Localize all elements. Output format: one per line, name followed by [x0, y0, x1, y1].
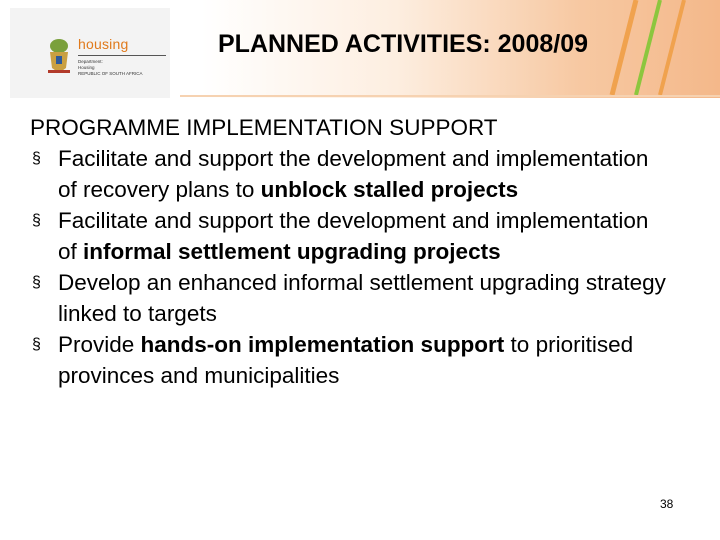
logo-wordmark: housing — [78, 36, 129, 52]
page-number: 38 — [660, 497, 674, 511]
logo-housing-label: Housing — [78, 65, 95, 70]
coat-of-arms-icon — [46, 36, 72, 74]
bullet-marker: § — [32, 150, 41, 167]
housing-logo — [46, 34, 166, 88]
bullet-item — [30, 143, 670, 205]
bullet-item — [30, 205, 670, 267]
bullet-emphasis: informal settlement upgrading projects — [83, 239, 501, 264]
bullet-marker: § — [32, 212, 41, 229]
bullet-marker: § — [32, 274, 41, 291]
bullet-emphasis: hands-on implementation support — [140, 332, 505, 357]
bullet-marker: § — [32, 336, 41, 353]
logo-divider — [78, 55, 166, 56]
bullet-item — [30, 329, 670, 391]
bullet-emphasis: unblock stalled projects — [260, 177, 519, 202]
section-heading: PROGRAMME IMPLEMENTATION SUPPORT — [30, 115, 498, 140]
stripe-green-1 — [636, 0, 660, 95]
logo-panel — [10, 8, 170, 98]
bullet-text-tail: to prioritised provinces and municipalities — [58, 332, 634, 388]
logo-department-label: Department: — [78, 59, 103, 64]
bullet-text: Facilitate and support the development and implementation of recovery plans to — [58, 146, 649, 202]
stripe-orange-2 — [660, 0, 684, 95]
slide-title: PLANNED ACTIVITIES: 2008/09 — [218, 30, 589, 58]
bullet-text: Facilitate and support the development and implementation of — [58, 208, 649, 264]
slide-body — [30, 112, 670, 391]
stripe-orange-1 — [612, 0, 636, 95]
logo-republic-label: REPUBLIC OF SOUTH AFRICA — [78, 71, 143, 76]
bullet-text: Provide — [58, 332, 141, 357]
bullet-item — [30, 267, 670, 329]
bullet-list — [30, 143, 670, 391]
bullet-text: Develop an enhanced informal settlement upgrading strategy linked to targets — [58, 270, 666, 326]
